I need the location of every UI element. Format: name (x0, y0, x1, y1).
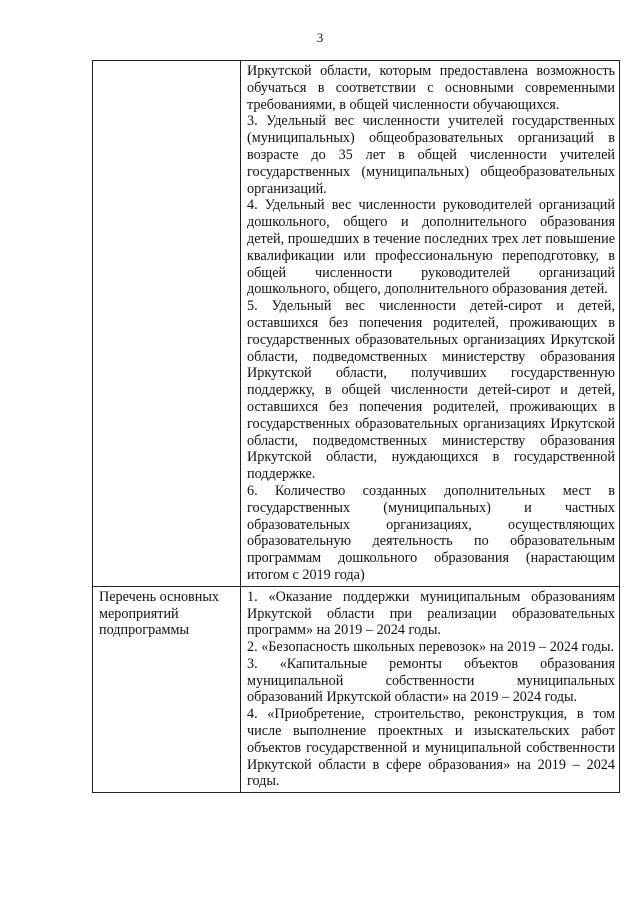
table-row (93, 586, 620, 793)
indicator-item: Иркутской области, которым предоставлена возможность обучаться в соответствии с основными современными требованиями, в общей численности обучающихся. (247, 63, 615, 113)
measure-item: 4. «Приобретение, строительство, реконструкция, в том числе выполнение проектных и изыскательских работ объектов государственной и муниципальной собственности Иркутской области в сфере образования» на 2019 – 2024 годы. (247, 706, 615, 790)
row-label: Перечень основных мероприятий подпрограммы (99, 588, 219, 639)
row-content-cell (241, 586, 620, 793)
measure-item: 1. «Оказание поддержки муниципальным образованиям Иркутской области при реализации образовательных программ» на 2019 – 2024 годы. (247, 588, 615, 639)
row-content-cell (241, 61, 620, 587)
indicator-item: 3. Удельный вес численности учителей государственных (муниципальных) общеобразовательных организаций в возрасте до 35 лет в общей численности учителей государственных (муниципальных) общеобразовательных организаций. (247, 113, 615, 197)
subprogram-table (92, 60, 620, 793)
measure-item: 2. «Безопасность школьных перевозок» на 2019 – 2024 годы. (247, 639, 615, 656)
measure-item: 3. «Капитальные ремонты объектов образования муниципальной собственности муниципальных образований Иркутской области» на 2019 – 2024 годы. (247, 655, 615, 706)
indicator-item: 6. Количество созданных дополнительных мест в государственных (муниципальных) и частных образовательных организациях, осуществляющих образовательную деятельность по образовательным программам дошкольного образования (нарастающим итогом с 2019 года) (247, 482, 615, 583)
indicator-item: 5. Удельный вес численности детей-сирот и детей, оставшихся без попечения родителей, проживающих в государственных образовательных организациях Иркутской области, подведомственных министерству образования Иркутской области, получивших государственную поддержку, в общей численности детей-сирот и детей, оставшихся без попечения родителей, проживающих в государственных образовательных организациях Иркутской области, подведомственных министерству образования Иркутской области, нуждающихся в государственной поддержке. (247, 298, 615, 483)
table-row (93, 61, 620, 587)
row-label-cell (93, 61, 241, 587)
row-label-cell (93, 586, 241, 793)
indicator-item: 4. Удельный вес численности руководителей организаций дошкольного, общего и дополнительного образования детей, прошедших в течение последних трех лет повышение квалификации или профессиональную переподготовку, в общей численности руководителей организаций дошкольного, общего, дополнительного образования детей. (247, 197, 615, 298)
page-number: 3 (316, 30, 324, 45)
